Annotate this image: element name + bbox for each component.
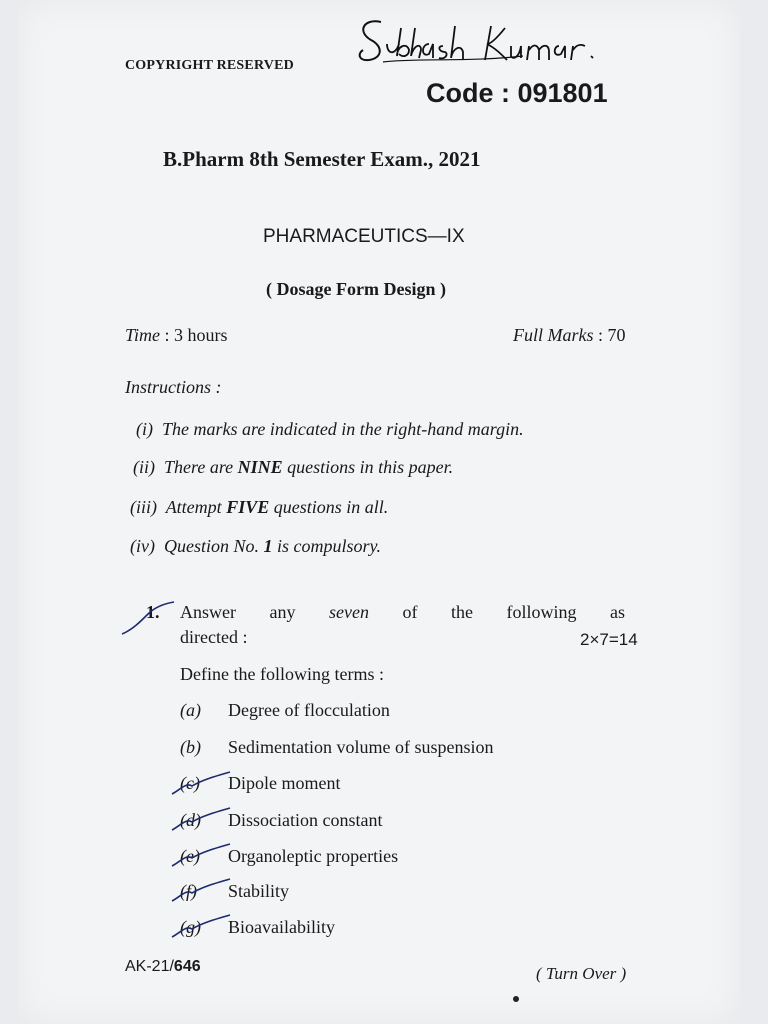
question-number: 1.	[146, 602, 160, 622]
term-item: (a) Degree of flocculation	[180, 700, 390, 720]
instruction-item: (i) The marks are indicated in the right-hand margin.	[136, 419, 524, 439]
checkmark-icon	[168, 877, 238, 907]
checkmark-icon	[118, 600, 178, 640]
define-instruction: Define the following terms :	[180, 664, 384, 684]
checkmark-icon	[168, 842, 238, 872]
term-item: (d) Dissociation constant	[180, 810, 383, 830]
question-text: Answer any seven of the following as	[180, 602, 625, 622]
term-item: (g) Bioavailability	[180, 917, 335, 937]
instructions-heading: Instructions :	[125, 377, 222, 397]
term-item: (c) Dipole moment	[180, 773, 341, 793]
instruction-item: (iii) Attempt FIVE questions in all.	[130, 497, 389, 517]
instruction-item: (iv) Question No. 1 is compulsory.	[130, 536, 382, 556]
time-value: : 3 hours	[164, 325, 228, 345]
turn-over-note: ( Turn Over )	[536, 964, 627, 983]
question-marks: 2×7=14	[580, 630, 638, 649]
paper-code: Code : 091801	[426, 78, 608, 108]
time-allowed	[125, 325, 228, 346]
instruction-item: (ii) There are NINE questions in this paper.	[133, 457, 454, 477]
checkmark-icon	[168, 913, 238, 943]
question-directed: directed :	[180, 627, 248, 647]
handwritten-signature	[353, 14, 653, 74]
term-item: (f) Stability	[180, 881, 290, 901]
full-marks	[513, 325, 626, 346]
copyright-notice: COPYRIGHT RESERVED	[125, 58, 294, 73]
time-label: Time	[125, 325, 161, 345]
footer-code: AK-21/646	[125, 958, 201, 975]
marks-value: : 70	[598, 325, 626, 345]
exam-title: B.Pharm 8th Semester Exam., 2021	[163, 147, 481, 171]
checkmark-icon	[168, 806, 238, 836]
subject-title: PHARMACEUTICS—IX	[263, 226, 465, 247]
marks-label: Full Marks	[513, 325, 594, 345]
paper-name: ( Dosage Form Design )	[266, 279, 446, 299]
checkmark-icon	[168, 770, 238, 800]
page-dot	[513, 996, 519, 1002]
term-item: (b) Sedimentation volume of suspension	[180, 737, 494, 757]
term-item: (e) Organoleptic properties	[180, 846, 399, 866]
exam-page	[18, 0, 740, 1024]
